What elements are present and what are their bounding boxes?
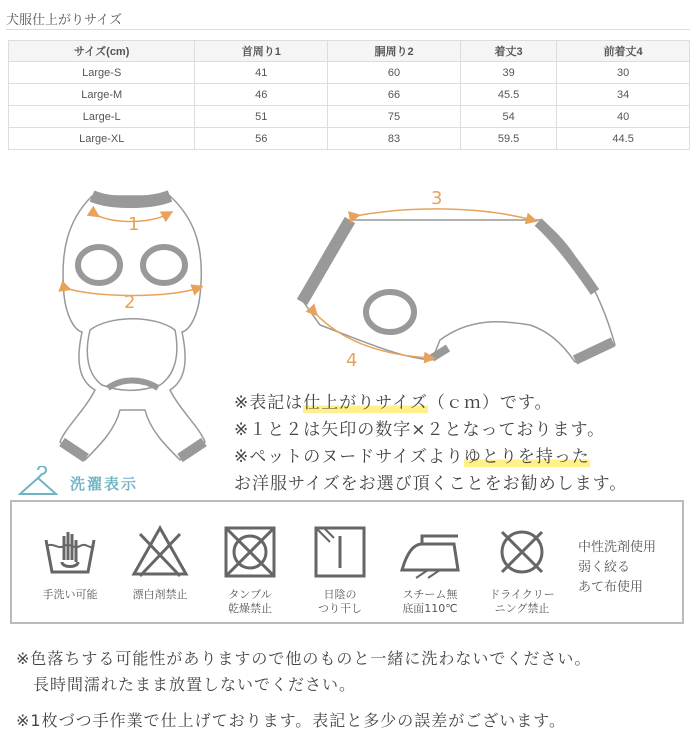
- label-3: 3: [431, 188, 443, 209]
- note-text: ※表記は: [234, 393, 304, 413]
- header-length: 着丈3: [460, 41, 556, 62]
- note-highlight: 仕上がりサイズ: [303, 393, 428, 413]
- hanger-icon: [18, 466, 58, 498]
- table-cell: 51: [195, 106, 328, 128]
- header-neck: 首周り1: [195, 41, 328, 62]
- care-label: 日陰の つり干し: [318, 588, 362, 615]
- footer-line-1: ※色落ちする可能性がありますので他のものと一緒に洗わないでください。: [16, 649, 592, 668]
- table-cell: 44.5: [557, 128, 690, 150]
- care-item-no-tumble-dry: [210, 522, 290, 616]
- note-text: （ｃｍ）です。: [427, 393, 553, 413]
- table-cell: 40: [557, 106, 690, 128]
- no-bleach-icon: [130, 522, 190, 582]
- table-cell: 54: [460, 106, 556, 128]
- front-view-illustration: [60, 196, 205, 460]
- size-table: [8, 40, 690, 150]
- note-line-4: お洋服サイズをお選び頂くことをお勧めします。: [234, 474, 628, 494]
- note-line-3: [234, 442, 590, 467]
- table-cell: 34: [557, 84, 690, 106]
- table-cell: Large-XL: [9, 128, 195, 150]
- table-cell: 45.5: [460, 84, 556, 106]
- table-cell: 30: [557, 62, 690, 84]
- laundry-title: 洗濯表示: [70, 475, 139, 493]
- table-cell: 75: [328, 106, 461, 128]
- table-cell: Large-L: [9, 106, 195, 128]
- footer-line-2: 長時間濡れたまま放置しないでください。: [16, 675, 357, 694]
- table-cell: 83: [328, 128, 461, 150]
- hand-wash-icon: [40, 522, 100, 582]
- table-cell: 60: [328, 62, 461, 84]
- care-item-hand-wash: [30, 522, 110, 602]
- no-dry-clean-icon: [492, 522, 552, 582]
- table-cell: 56: [195, 128, 328, 150]
- table-cell: 39: [460, 62, 556, 84]
- care-label: 手洗い可能: [42, 588, 98, 601]
- side-view-illustration: [302, 188, 615, 371]
- header-size: サイズ(cm): [9, 41, 195, 62]
- note-highlight: ゆとりを持った: [463, 447, 590, 467]
- care-item-no-bleach: [120, 522, 200, 602]
- header-chest: 胴周り2: [328, 41, 461, 62]
- size-table-header-row: [9, 41, 690, 62]
- label-1: 1: [128, 214, 140, 235]
- note-line-1: [234, 388, 553, 413]
- steam-iron-icon: [398, 522, 462, 582]
- title-divider: [6, 29, 690, 30]
- care-extra-instructions: 中性洗剤使用 弱く絞る あて布使用: [578, 540, 657, 595]
- note-text: ※ペットのヌードサイズより: [234, 447, 464, 467]
- table-row: [9, 62, 690, 84]
- header-front-length: 前着丈4: [557, 41, 690, 62]
- label-2: 2: [124, 292, 136, 313]
- care-item-no-dry-clean: [482, 522, 562, 616]
- shade-line-dry-icon: [310, 522, 370, 582]
- table-row: [9, 106, 690, 128]
- care-label: タンブル 乾燥禁止: [228, 588, 272, 615]
- table-cell: 41: [195, 62, 328, 84]
- table-cell: Large-S: [9, 62, 195, 84]
- label-4: 4: [346, 350, 358, 371]
- table-cell: 59.5: [460, 128, 556, 150]
- table-cell: Large-M: [9, 84, 195, 106]
- footer-line-3: ※1枚づつ手作業で仕上げております。表記と多少の誤差がございます。: [16, 711, 567, 730]
- table-cell: 66: [328, 84, 461, 106]
- no-tumble-dry-icon: [220, 522, 280, 582]
- page-title: 犬服仕上がりサイズ: [6, 13, 122, 28]
- laundry-symbols-box: [10, 500, 684, 624]
- note-line-2: ※１と２は矢印の数字×２となっております。: [234, 420, 606, 440]
- care-item-shade-line-dry: [300, 522, 380, 616]
- care-label: ドライクリー ニング禁止: [489, 588, 555, 615]
- table-cell: 46: [195, 84, 328, 106]
- care-label: スチーム無 底面110℃: [402, 588, 458, 615]
- table-row: [9, 128, 690, 150]
- care-item-steam-iron: [390, 522, 470, 616]
- table-row: [9, 84, 690, 106]
- care-label: 漂白剤禁止: [132, 588, 188, 601]
